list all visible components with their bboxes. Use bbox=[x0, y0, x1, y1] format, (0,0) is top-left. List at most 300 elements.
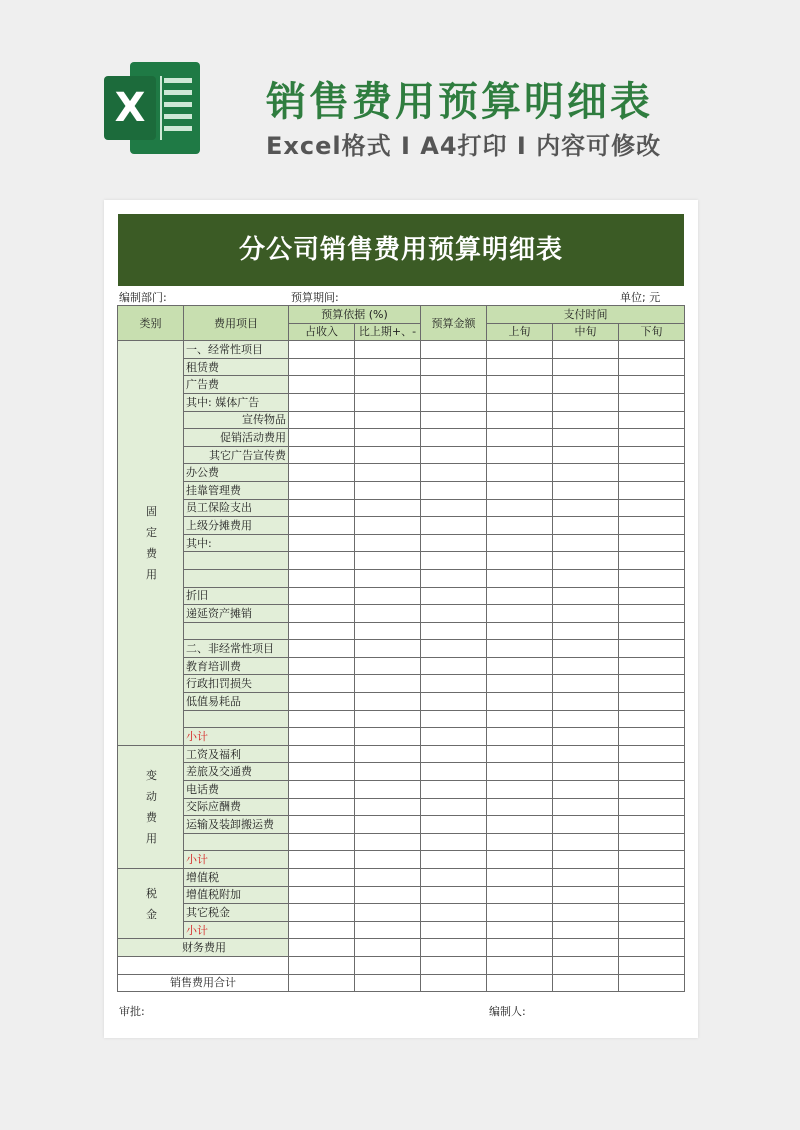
input-cell[interactable] bbox=[355, 833, 421, 851]
table-row bbox=[118, 376, 685, 394]
input-cell[interactable] bbox=[421, 341, 487, 359]
input-cell[interactable] bbox=[289, 904, 355, 922]
input-cell[interactable] bbox=[355, 605, 421, 623]
input-cell[interactable] bbox=[619, 499, 685, 517]
input-cell[interactable] bbox=[619, 341, 685, 359]
table-row bbox=[118, 358, 685, 376]
input-cell[interactable] bbox=[487, 429, 553, 447]
item-label: 其中: 媒体广告 bbox=[184, 393, 289, 411]
input-cell[interactable] bbox=[619, 605, 685, 623]
input-cell[interactable] bbox=[553, 429, 619, 447]
input-cell[interactable] bbox=[619, 657, 685, 675]
input-cell[interactable] bbox=[289, 833, 355, 851]
input-cell[interactable] bbox=[289, 376, 355, 394]
input-cell[interactable] bbox=[289, 939, 355, 957]
table-row bbox=[118, 622, 685, 640]
input-cell[interactable] bbox=[553, 693, 619, 711]
input-cell[interactable] bbox=[619, 358, 685, 376]
input-cell[interactable] bbox=[487, 798, 553, 816]
input-cell[interactable] bbox=[487, 605, 553, 623]
input-cell[interactable] bbox=[421, 956, 487, 974]
input-cell[interactable] bbox=[289, 675, 355, 693]
item-label: 其它广告宣传费 bbox=[184, 446, 289, 464]
input-cell[interactable] bbox=[487, 693, 553, 711]
input-cell[interactable] bbox=[421, 675, 487, 693]
item-label: 其中: bbox=[184, 534, 289, 552]
input-cell[interactable] bbox=[421, 886, 487, 904]
item-label bbox=[184, 710, 289, 728]
col-category: 类别 bbox=[118, 306, 184, 341]
input-cell[interactable] bbox=[355, 464, 421, 482]
input-cell[interactable] bbox=[289, 851, 355, 869]
table-row bbox=[118, 411, 685, 429]
input-cell[interactable] bbox=[553, 464, 619, 482]
input-cell[interactable] bbox=[421, 499, 487, 517]
period-label: 预算期间: bbox=[291, 291, 339, 304]
input-cell[interactable] bbox=[619, 939, 685, 957]
input-cell[interactable] bbox=[355, 552, 421, 570]
page-subtitle: Excel格式 I A4打印 I 内容可修改 bbox=[266, 132, 662, 160]
table-row bbox=[118, 464, 685, 482]
input-cell[interactable] bbox=[421, 622, 487, 640]
table-row bbox=[118, 886, 685, 904]
input-cell[interactable] bbox=[487, 921, 553, 939]
input-cell[interactable] bbox=[487, 851, 553, 869]
input-cell[interactable] bbox=[619, 851, 685, 869]
input-cell[interactable] bbox=[355, 904, 421, 922]
input-cell[interactable] bbox=[355, 869, 421, 887]
input-cell[interactable] bbox=[553, 481, 619, 499]
input-cell[interactable] bbox=[355, 974, 421, 992]
input-cell[interactable] bbox=[289, 763, 355, 781]
item-label: 上级分摊费用 bbox=[184, 517, 289, 535]
input-cell[interactable] bbox=[355, 745, 421, 763]
item-label: 工资及福利 bbox=[184, 745, 289, 763]
input-cell[interactable] bbox=[619, 446, 685, 464]
input-cell[interactable] bbox=[289, 517, 355, 535]
input-cell[interactable] bbox=[487, 587, 553, 605]
input-cell[interactable] bbox=[355, 358, 421, 376]
input-cell[interactable] bbox=[421, 904, 487, 922]
input-cell[interactable] bbox=[421, 358, 487, 376]
input-cell[interactable] bbox=[553, 499, 619, 517]
input-cell[interactable] bbox=[355, 921, 421, 939]
input-cell[interactable] bbox=[619, 886, 685, 904]
input-cell[interactable] bbox=[553, 341, 619, 359]
input-cell[interactable] bbox=[355, 499, 421, 517]
input-cell[interactable] bbox=[619, 481, 685, 499]
input-cell[interactable] bbox=[553, 763, 619, 781]
input-cell[interactable] bbox=[553, 605, 619, 623]
col-basis: 预算依据 (%) bbox=[289, 306, 421, 324]
input-cell[interactable] bbox=[421, 745, 487, 763]
input-cell[interactable] bbox=[619, 693, 685, 711]
col-mid: 中旬 bbox=[553, 323, 619, 341]
input-cell[interactable] bbox=[289, 869, 355, 887]
input-cell[interactable] bbox=[553, 393, 619, 411]
input-cell[interactable] bbox=[421, 763, 487, 781]
input-cell[interactable] bbox=[289, 974, 355, 992]
input-cell[interactable] bbox=[355, 341, 421, 359]
input-cell[interactable] bbox=[355, 710, 421, 728]
input-cell[interactable] bbox=[553, 657, 619, 675]
input-cell[interactable] bbox=[553, 781, 619, 799]
table-row bbox=[118, 481, 685, 499]
item-label: 其它税金 bbox=[184, 904, 289, 922]
input-cell[interactable] bbox=[553, 956, 619, 974]
input-cell[interactable] bbox=[487, 869, 553, 887]
input-cell[interactable] bbox=[487, 517, 553, 535]
finance-label: 财务费用 bbox=[118, 939, 289, 957]
table-row bbox=[118, 939, 685, 957]
input-cell[interactable] bbox=[355, 728, 421, 746]
col-basis-compare: 比上期+、- bbox=[355, 323, 421, 341]
input-cell[interactable] bbox=[619, 974, 685, 992]
input-cell[interactable] bbox=[289, 587, 355, 605]
input-cell[interactable] bbox=[355, 534, 421, 552]
dept-label: 编制部门: bbox=[119, 291, 167, 304]
input-cell[interactable] bbox=[289, 534, 355, 552]
input-cell[interactable] bbox=[487, 904, 553, 922]
input-cell[interactable] bbox=[619, 587, 685, 605]
input-cell[interactable] bbox=[553, 833, 619, 851]
input-cell[interactable] bbox=[421, 710, 487, 728]
table-row bbox=[118, 587, 685, 605]
input-cell[interactable] bbox=[421, 517, 487, 535]
table-row bbox=[118, 851, 685, 869]
input-cell[interactable] bbox=[421, 693, 487, 711]
input-cell[interactable] bbox=[619, 640, 685, 658]
input-cell[interactable] bbox=[355, 763, 421, 781]
input-cell[interactable] bbox=[619, 569, 685, 587]
input-cell[interactable] bbox=[553, 974, 619, 992]
input-cell[interactable] bbox=[619, 728, 685, 746]
input-cell[interactable] bbox=[553, 798, 619, 816]
item-label bbox=[184, 833, 289, 851]
unit-label: 单位; 元 bbox=[620, 291, 661, 304]
input-cell[interactable] bbox=[553, 358, 619, 376]
input-cell[interactable] bbox=[487, 728, 553, 746]
input-cell[interactable] bbox=[289, 956, 355, 974]
input-cell[interactable] bbox=[355, 622, 421, 640]
item-label: 增值税附加 bbox=[184, 886, 289, 904]
item-label: 教育培训费 bbox=[184, 657, 289, 675]
input-cell[interactable] bbox=[619, 833, 685, 851]
input-cell[interactable] bbox=[487, 956, 553, 974]
item-label: 员工保险支出 bbox=[184, 499, 289, 517]
input-cell[interactable] bbox=[289, 605, 355, 623]
input-cell[interactable] bbox=[355, 886, 421, 904]
col-item: 费用项目 bbox=[184, 306, 289, 341]
table-row bbox=[118, 710, 685, 728]
input-cell[interactable] bbox=[553, 446, 619, 464]
input-cell[interactable] bbox=[421, 552, 487, 570]
input-cell[interactable] bbox=[355, 429, 421, 447]
input-cell[interactable] bbox=[619, 517, 685, 535]
input-cell[interactable] bbox=[619, 534, 685, 552]
input-cell[interactable] bbox=[355, 816, 421, 834]
input-cell[interactable] bbox=[421, 534, 487, 552]
input-cell[interactable] bbox=[553, 728, 619, 746]
input-cell[interactable] bbox=[553, 851, 619, 869]
input-cell[interactable] bbox=[421, 657, 487, 675]
input-cell[interactable] bbox=[421, 798, 487, 816]
input-cell[interactable] bbox=[487, 710, 553, 728]
table-row bbox=[118, 393, 685, 411]
input-cell[interactable] bbox=[553, 904, 619, 922]
input-cell[interactable] bbox=[355, 956, 421, 974]
category-fixed: 固定费用 bbox=[118, 341, 184, 746]
input-cell[interactable] bbox=[487, 763, 553, 781]
input-cell[interactable] bbox=[421, 481, 487, 499]
input-cell[interactable] bbox=[289, 798, 355, 816]
input-cell[interactable] bbox=[553, 745, 619, 763]
table-row bbox=[118, 745, 685, 763]
table-row bbox=[118, 781, 685, 799]
input-cell[interactable] bbox=[421, 605, 487, 623]
item-label: 促销活动费用 bbox=[184, 429, 289, 447]
input-cell[interactable] bbox=[487, 745, 553, 763]
input-cell[interactable] bbox=[355, 781, 421, 799]
table-row bbox=[118, 833, 685, 851]
subtotal-label: 小计 bbox=[184, 921, 289, 939]
input-cell[interactable] bbox=[487, 534, 553, 552]
table-row bbox=[118, 499, 685, 517]
input-cell[interactable] bbox=[421, 939, 487, 957]
input-cell[interactable] bbox=[289, 393, 355, 411]
input-cell[interactable] bbox=[289, 886, 355, 904]
input-cell[interactable] bbox=[289, 710, 355, 728]
input-cell[interactable] bbox=[289, 429, 355, 447]
input-cell[interactable] bbox=[553, 869, 619, 887]
input-cell[interactable] bbox=[487, 411, 553, 429]
input-cell[interactable] bbox=[289, 657, 355, 675]
input-cell[interactable] bbox=[487, 939, 553, 957]
input-cell[interactable] bbox=[421, 869, 487, 887]
input-cell[interactable] bbox=[553, 816, 619, 834]
input-cell[interactable] bbox=[355, 517, 421, 535]
input-cell[interactable] bbox=[289, 464, 355, 482]
input-cell[interactable] bbox=[421, 851, 487, 869]
input-cell[interactable] bbox=[619, 921, 685, 939]
input-cell[interactable] bbox=[487, 781, 553, 799]
input-cell[interactable] bbox=[487, 569, 553, 587]
col-basis-income: 占收入 bbox=[289, 323, 355, 341]
table-row bbox=[118, 956, 685, 974]
input-cell[interactable] bbox=[553, 886, 619, 904]
input-cell[interactable] bbox=[619, 464, 685, 482]
input-cell[interactable] bbox=[289, 481, 355, 499]
input-cell[interactable] bbox=[619, 710, 685, 728]
input-cell[interactable] bbox=[289, 745, 355, 763]
item-label: 挂靠管理费 bbox=[184, 481, 289, 499]
input-cell[interactable] bbox=[289, 341, 355, 359]
input-cell[interactable] bbox=[289, 446, 355, 464]
input-cell[interactable] bbox=[289, 499, 355, 517]
input-cell[interactable] bbox=[421, 464, 487, 482]
input-cell[interactable] bbox=[553, 587, 619, 605]
input-cell[interactable] bbox=[619, 675, 685, 693]
input-cell[interactable] bbox=[289, 693, 355, 711]
input-cell[interactable] bbox=[553, 675, 619, 693]
input-cell[interactable] bbox=[619, 781, 685, 799]
input-cell[interactable] bbox=[421, 781, 487, 799]
input-cell[interactable] bbox=[289, 411, 355, 429]
input-cell[interactable] bbox=[619, 869, 685, 887]
page-title: 销售费用预算明细表 bbox=[266, 79, 653, 125]
table-row bbox=[118, 605, 685, 623]
total-label: 销售费用合计 bbox=[118, 974, 289, 992]
input-cell[interactable] bbox=[355, 481, 421, 499]
input-cell[interactable] bbox=[355, 446, 421, 464]
input-cell[interactable] bbox=[487, 499, 553, 517]
input-cell[interactable] bbox=[421, 446, 487, 464]
input-cell[interactable] bbox=[289, 816, 355, 834]
input-cell[interactable] bbox=[487, 446, 553, 464]
input-cell[interactable] bbox=[487, 481, 553, 499]
input-cell[interactable] bbox=[421, 974, 487, 992]
input-cell[interactable] bbox=[355, 393, 421, 411]
input-cell[interactable] bbox=[487, 640, 553, 658]
input-cell[interactable] bbox=[421, 376, 487, 394]
input-cell[interactable] bbox=[553, 569, 619, 587]
subtotal-label: 小计 bbox=[184, 851, 289, 869]
input-cell[interactable] bbox=[619, 393, 685, 411]
input-cell[interactable] bbox=[355, 939, 421, 957]
col-amount: 预算金额 bbox=[421, 306, 487, 341]
input-cell[interactable] bbox=[421, 411, 487, 429]
input-cell[interactable] bbox=[355, 675, 421, 693]
input-cell[interactable] bbox=[487, 622, 553, 640]
table-row bbox=[118, 763, 685, 781]
table-row bbox=[118, 552, 685, 570]
input-cell[interactable] bbox=[355, 376, 421, 394]
input-cell[interactable] bbox=[487, 675, 553, 693]
input-cell[interactable] bbox=[355, 587, 421, 605]
input-cell[interactable] bbox=[487, 974, 553, 992]
input-cell[interactable] bbox=[421, 587, 487, 605]
input-cell[interactable] bbox=[355, 693, 421, 711]
input-cell[interactable] bbox=[289, 728, 355, 746]
budget-table bbox=[117, 305, 685, 992]
col-early: 上旬 bbox=[487, 323, 553, 341]
input-cell[interactable] bbox=[487, 552, 553, 570]
item-label bbox=[184, 552, 289, 570]
preparer-label: 编制人: bbox=[489, 1005, 526, 1018]
item-label: 行政扣罚损失 bbox=[184, 675, 289, 693]
table-row bbox=[118, 569, 685, 587]
table-row bbox=[118, 675, 685, 693]
input-cell[interactable] bbox=[421, 728, 487, 746]
item-label: 折旧 bbox=[184, 587, 289, 605]
input-cell[interactable] bbox=[619, 763, 685, 781]
input-cell[interactable] bbox=[289, 781, 355, 799]
input-cell[interactable] bbox=[289, 921, 355, 939]
input-cell[interactable] bbox=[553, 517, 619, 535]
input-cell[interactable] bbox=[355, 657, 421, 675]
table-row bbox=[118, 517, 685, 535]
input-cell[interactable] bbox=[355, 411, 421, 429]
input-cell[interactable] bbox=[487, 833, 553, 851]
input-cell[interactable] bbox=[619, 745, 685, 763]
table-row bbox=[118, 429, 685, 447]
input-cell[interactable] bbox=[421, 429, 487, 447]
approve-label: 审批: bbox=[119, 1005, 145, 1018]
input-cell[interactable] bbox=[619, 411, 685, 429]
table-row bbox=[118, 974, 685, 992]
input-cell[interactable] bbox=[553, 921, 619, 939]
input-cell[interactable] bbox=[487, 376, 553, 394]
input-cell[interactable] bbox=[619, 956, 685, 974]
input-cell[interactable] bbox=[289, 569, 355, 587]
input-cell[interactable] bbox=[553, 710, 619, 728]
input-cell[interactable] bbox=[355, 640, 421, 658]
input-cell[interactable] bbox=[553, 640, 619, 658]
input-cell[interactable] bbox=[421, 393, 487, 411]
table-row bbox=[118, 341, 685, 359]
item-label: 低值易耗品 bbox=[184, 693, 289, 711]
input-cell[interactable] bbox=[487, 886, 553, 904]
input-cell[interactable] bbox=[619, 904, 685, 922]
input-cell[interactable] bbox=[553, 552, 619, 570]
input-cell[interactable] bbox=[289, 622, 355, 640]
table-row bbox=[118, 904, 685, 922]
item-label bbox=[184, 569, 289, 587]
input-cell[interactable] bbox=[553, 622, 619, 640]
table-row bbox=[118, 816, 685, 834]
input-cell[interactable] bbox=[619, 798, 685, 816]
item-label: 运输及装卸搬运费 bbox=[184, 816, 289, 834]
table-row bbox=[118, 869, 685, 887]
input-cell[interactable] bbox=[421, 816, 487, 834]
input-cell[interactable] bbox=[553, 411, 619, 429]
input-cell[interactable] bbox=[421, 921, 487, 939]
input-cell[interactable] bbox=[487, 464, 553, 482]
excel-logo-icon: X bbox=[104, 62, 200, 154]
table-row bbox=[118, 640, 685, 658]
input-cell[interactable] bbox=[619, 376, 685, 394]
input-cell[interactable] bbox=[553, 534, 619, 552]
input-cell[interactable] bbox=[421, 833, 487, 851]
input-cell[interactable] bbox=[619, 552, 685, 570]
input-cell[interactable] bbox=[487, 657, 553, 675]
item-label: 广告费 bbox=[184, 376, 289, 394]
input-cell[interactable] bbox=[289, 552, 355, 570]
table-row bbox=[118, 728, 685, 746]
input-cell[interactable] bbox=[421, 640, 487, 658]
blank-label bbox=[118, 956, 289, 974]
input-cell[interactable] bbox=[487, 393, 553, 411]
input-cell[interactable] bbox=[553, 376, 619, 394]
input-cell[interactable] bbox=[289, 358, 355, 376]
input-cell[interactable] bbox=[619, 429, 685, 447]
input-cell[interactable] bbox=[289, 640, 355, 658]
item-label: 差旅及交通费 bbox=[184, 763, 289, 781]
input-cell[interactable] bbox=[619, 622, 685, 640]
input-cell[interactable] bbox=[619, 816, 685, 834]
category-variable: 变动费用 bbox=[118, 745, 184, 868]
input-cell[interactable] bbox=[487, 816, 553, 834]
category-tax: 税金 bbox=[118, 869, 184, 939]
input-cell[interactable] bbox=[355, 798, 421, 816]
input-cell[interactable] bbox=[487, 341, 553, 359]
input-cell[interactable] bbox=[355, 569, 421, 587]
input-cell[interactable] bbox=[553, 939, 619, 957]
table-row bbox=[118, 446, 685, 464]
input-cell[interactable] bbox=[421, 569, 487, 587]
input-cell[interactable] bbox=[487, 358, 553, 376]
input-cell[interactable] bbox=[355, 851, 421, 869]
